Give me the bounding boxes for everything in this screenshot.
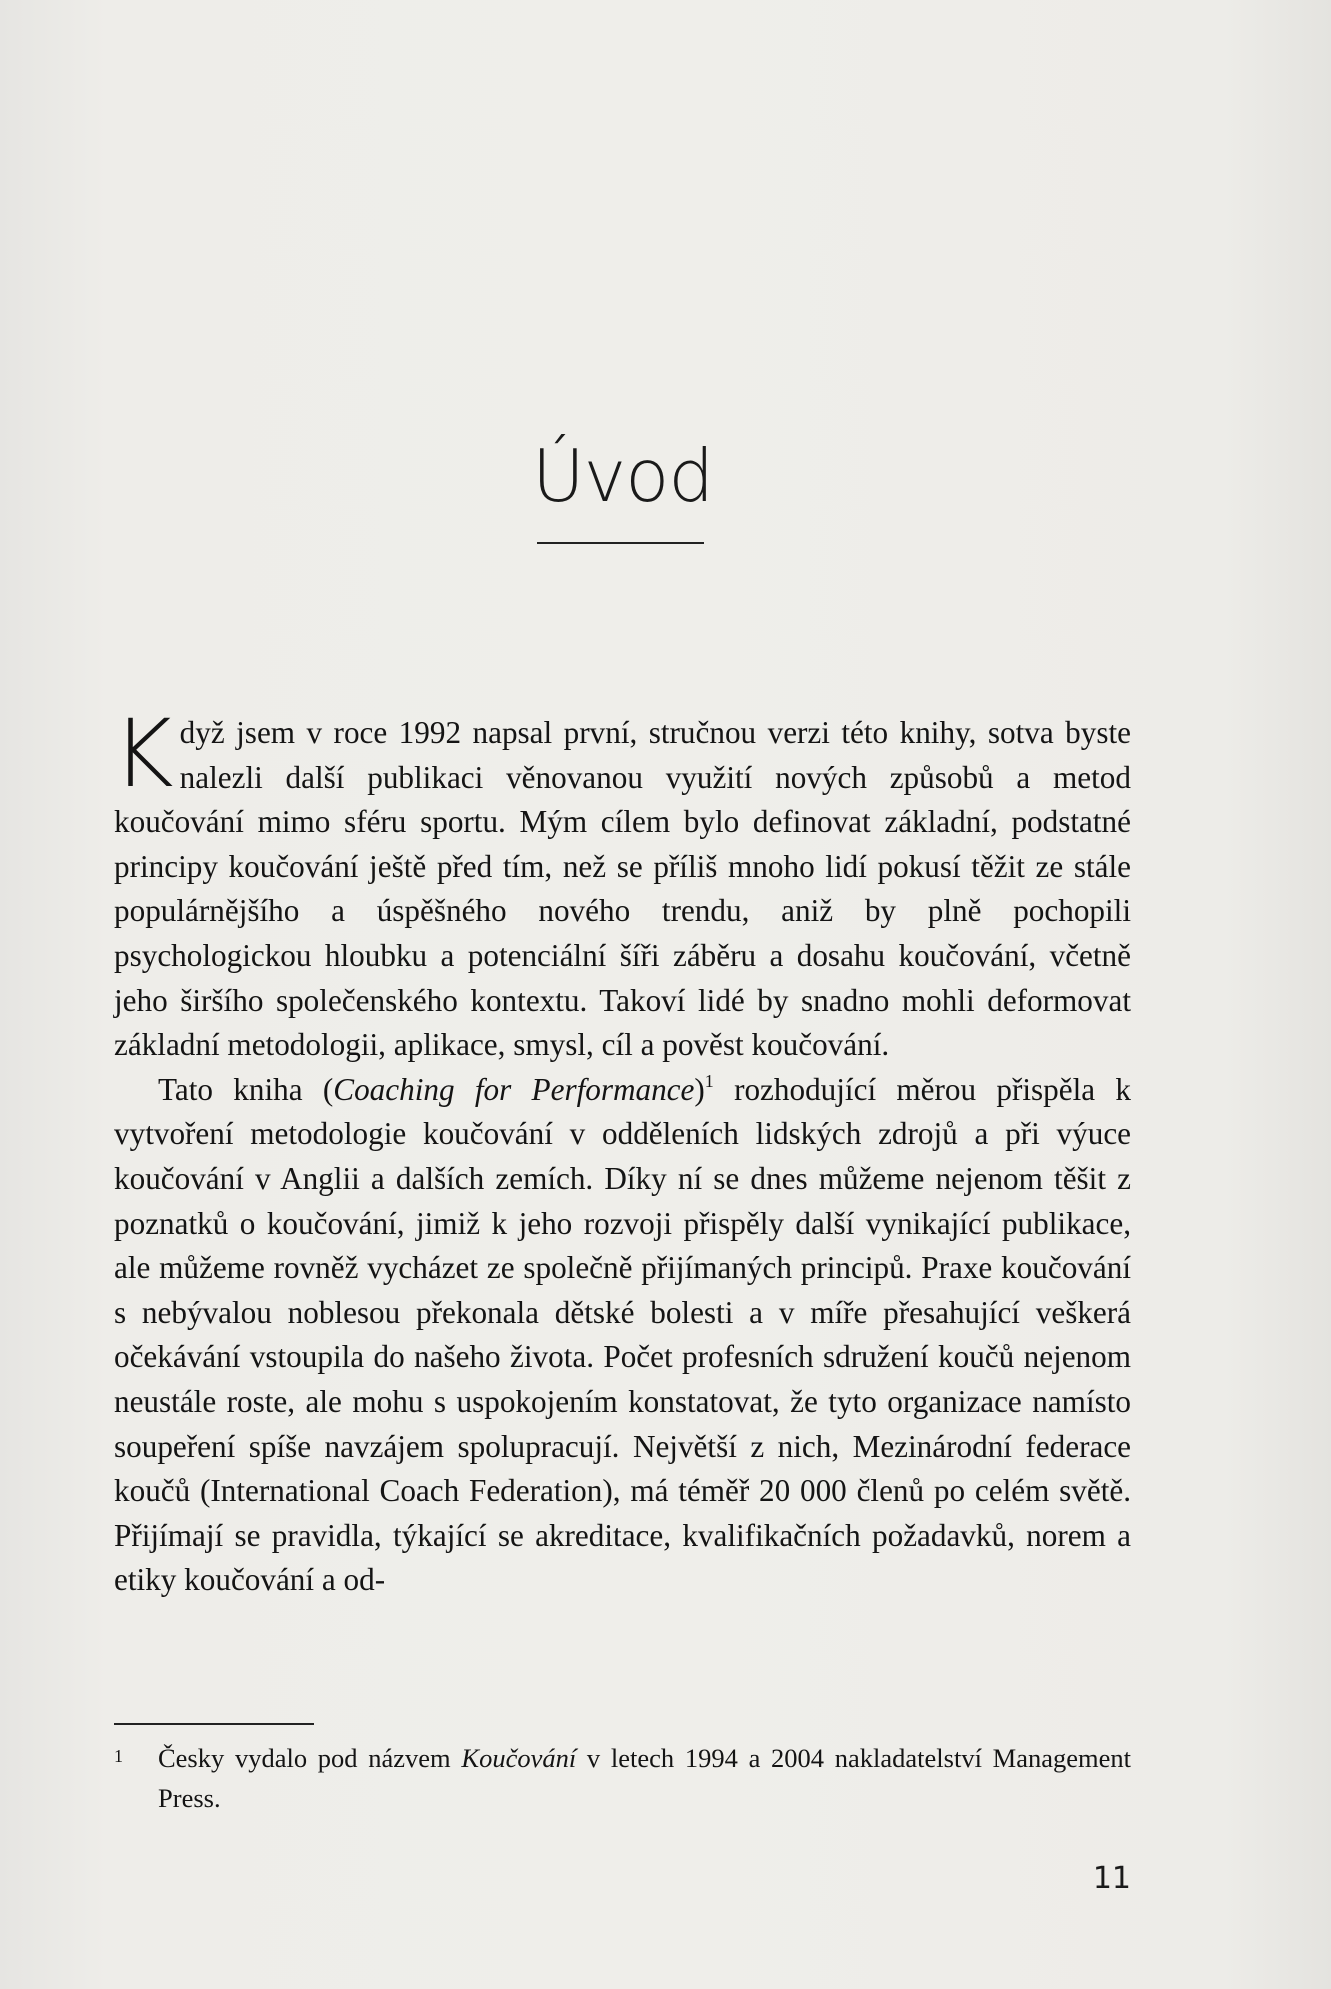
paragraph-2-text: rozhodující měrou přispěla k vytvoření metodologie koučování v odděleních lidských zdrojů a při výuce koučování v Anglii a dalších zemích. Díky ní se dnes můžeme nejenom těšit z poznatků o koučování, jimiž k jeho rozvoji přispěly další vynikající publikace, ale můžeme rovněž vycházet ze společně přijímaných principů. Praxe koučování s nebývalou noblesou překonala dětské bolesti a v míře přesahující veškerá očekávání vstoupila do našeho života. Počet profesních sdružení koučů nejenom neustále roste, ale mohu s uspokojením konstatovat, že tyto organizace namísto soupeření spíše navzájem spolupracují. Největší z nich, Mezinárodní federace koučů (International Coach Federation), má téměř 20 000 členů po celém světě. Přijímají se pravidla, týkající se akreditace, kvalifikačních požadavků, norem a etiky koučování a od- (114, 1071, 1132, 1598)
footnote-reference: 1 (704, 1070, 714, 1091)
paragraph-1 (112, 700, 1131, 1068)
footnote-rule (114, 1723, 314, 1725)
book-title-italic: Coaching for Performance (333, 1071, 695, 1107)
body-text (112, 700, 1132, 1603)
drop-cap: K (112, 700, 174, 809)
chapter-title-rule (537, 542, 704, 544)
page-number: 11 (1092, 1861, 1131, 1896)
footnote (114, 1738, 1131, 1818)
footnote-number: 1 (114, 1746, 123, 1766)
chapter-title: Úvod (531, 434, 714, 518)
footnote-text (158, 1738, 1131, 1818)
paragraph-2-close-paren: ) (694, 1071, 705, 1107)
footnote-lead: Česky vydalo pod názvem (158, 1743, 462, 1773)
footnote-italic-title: Koučování (461, 1743, 577, 1773)
paragraph-2-lead: Tato kniha ( (158, 1071, 334, 1107)
footnote-tail: v letech 1994 a 2004 nakladatelství Management Press. (158, 1743, 1131, 1813)
paragraph-1-text: dyž jsem v roce 1992 napsal první, stručnou verzi této knihy, sotva byste nalezli další publikaci věnovanou využití nových způsobů a metod koučování mimo sféru sportu. Mým cílem bylo definovat základní, podstatné principy koučování ještě před tím, než se příliš mnoho lidí pokusí těžit ze stále populárnějšího a úspěšného nového trendu, aniž by plně pochopili psychologickou hloubku a potenciální šíři záběru a dosahu koučování, včetně jeho širšího společenského kontextu. Takoví lidé by snadno mohli deformovat základní metodologii, aplikace, smysl, cíl a pověst koučování. (114, 715, 1131, 1063)
paragraph-2 (114, 1068, 1131, 1603)
